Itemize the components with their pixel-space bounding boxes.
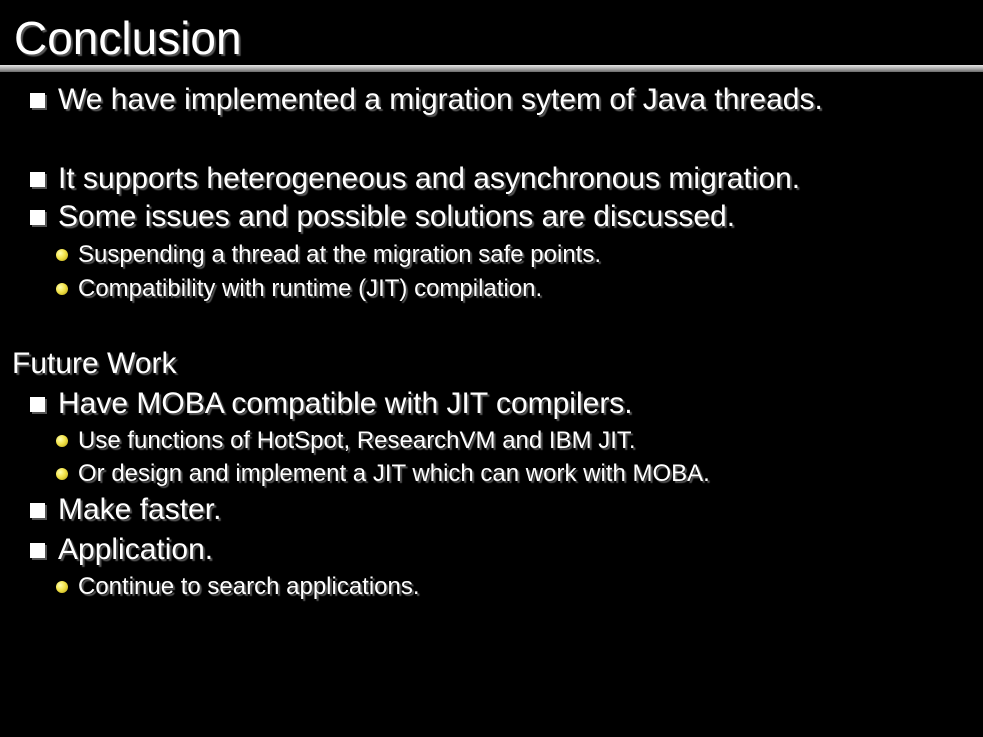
square-bullet-icon [30, 172, 45, 187]
bullet-item [14, 80, 929, 120]
bullet-text: Have MOBA compatible with JIT compilers. [58, 387, 633, 420]
sub-bullet-item [54, 238, 934, 271]
round-bullet-icon [56, 283, 68, 295]
sub-bullet-text: Suspending a thread at the migration safe points. [78, 241, 602, 268]
sub-bullet-text: Or design and implement a JIT which can work with MOBA. [78, 460, 710, 487]
sub-bullet-text: Continue to search applications. [78, 573, 420, 600]
bullet-item [14, 159, 929, 199]
sub-bullet-item [54, 272, 934, 305]
round-bullet-icon [56, 435, 68, 447]
sub-bullet-item [54, 457, 934, 490]
sub-bullet-text: Use functions of HotSpot, ResearchVM and IBM JIT. [78, 427, 636, 454]
bullet-item [14, 490, 929, 530]
square-bullet-icon [30, 93, 45, 108]
sub-bullet-text: Compatibility with runtime (JIT) compilation. [78, 275, 543, 302]
round-bullet-icon [56, 468, 68, 480]
title-divider [0, 65, 983, 72]
bullet-text: Some issues and possible solutions are discussed. [58, 200, 736, 233]
square-bullet-icon [30, 503, 45, 518]
round-bullet-icon [56, 581, 68, 593]
round-bullet-icon [56, 249, 68, 261]
square-bullet-icon [30, 210, 45, 225]
sub-bullet-item [54, 570, 934, 603]
future-work-heading: Future Work [12, 347, 177, 380]
sub-bullet-item [54, 424, 934, 457]
bullet-item [14, 197, 929, 237]
bullet-text: It supports heterogeneous and asynchronous migration. [58, 162, 801, 195]
bullet-text: We have implemented a migration sytem of Java threads. [58, 83, 823, 116]
slide-title: Conclusion [14, 12, 242, 64]
bullet-text: Make faster. [58, 493, 222, 526]
bullet-item [14, 384, 929, 424]
bullet-text: Application. [58, 533, 214, 566]
square-bullet-icon [30, 543, 45, 558]
square-bullet-icon [30, 397, 45, 412]
bullet-item [14, 530, 929, 570]
